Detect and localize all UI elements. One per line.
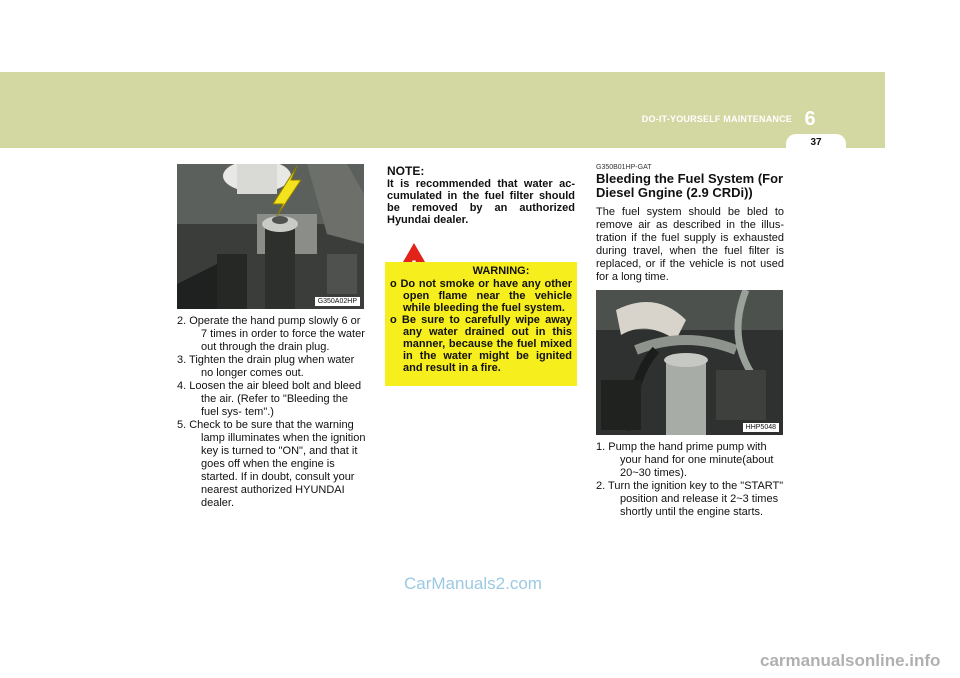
hand-pump-photo: [596, 290, 783, 435]
step-label: 4. Loosen the air bleed bolt and bleed: [177, 380, 362, 392]
left-steps-list: [177, 315, 367, 510]
list-item: [177, 419, 367, 510]
page-number: 37: [810, 137, 822, 148]
note-title: NOTE:: [387, 164, 425, 178]
hand-pump-illustration: [596, 290, 783, 435]
step-cont: your hand for one minute(about 20~30 times).: [620, 454, 774, 479]
list-item: [177, 354, 367, 380]
warning-title: WARNING:: [472, 265, 530, 277]
photo-code: G350A02HP: [315, 297, 360, 306]
section-title: Bleeding the Fuel System (For Diesel Gngine (2.9 CRDi)): [596, 171, 784, 200]
section-body: The fuel system should be bled to remove air as described in the illus- tration if the fuel supply is exhausted during travel, when the fuel filter is replaced, or if the vehicle is not used for a long time.: [596, 206, 784, 283]
fuel-filter-illustration: [177, 164, 364, 309]
step-label: 1. Pump the hand prime pump with: [596, 441, 767, 453]
section-code: G350B01HP-GAT: [596, 164, 652, 171]
list-item: [596, 441, 786, 480]
watermark-footer: carmanualsonline.info: [760, 651, 941, 670]
list-item: o Do not smoke or have any other open flame near the vehicle while bleeding the fuel system.: [390, 278, 572, 314]
list-item: [177, 380, 367, 419]
step-cont: no longer comes out.: [201, 367, 304, 379]
step-label: 2. Operate the hand pump slowly 6 or: [177, 315, 361, 327]
watermark-link[interactable]: CarManuals2.com: [404, 574, 542, 593]
list-item: [596, 480, 786, 519]
step-cont: the air. (Refer to "Bleeding the fuel sys- tem".): [201, 393, 348, 418]
list-item: [177, 315, 367, 354]
step-cont: position and release it 2~3 times shortly until the engine starts.: [620, 493, 779, 518]
step-label: 5. Check to be sure that the warning: [177, 419, 354, 431]
list-item: o Be sure to carefully wipe away any water drained out in this manner, because the fuel mixed in the water might be ignited and result in a fire.: [390, 314, 572, 374]
step-cont: 7 times in order to force the water out through the drain plug.: [201, 328, 365, 353]
photo-code: HHP5048: [743, 423, 779, 432]
warning-box: [385, 262, 577, 386]
note-text: It is recommended that water ac- cumulated in the fuel filter should be removed by an authorized Hyundai dealer.: [387, 178, 575, 226]
note-block: [387, 165, 575, 226]
step-label: 2. Turn the ignition key to the "START": [596, 480, 784, 492]
header-band: [0, 72, 885, 148]
step-label: 3. Tighten the drain plug when water: [177, 354, 355, 366]
right-steps-list: [596, 441, 786, 519]
chapter-number: 6: [804, 108, 816, 130]
chapter-title: DO-IT-YOURSELF MAINTENANCE: [641, 114, 792, 124]
step-cont: lamp illuminates when the ignition key is turned to "ON", and that it goes off when the engine is started. If in doubt, consult your nearest authorized HYUNDAI dealer.: [201, 432, 366, 509]
warning-items: [390, 278, 572, 374]
fuel-filter-photo: [177, 164, 364, 309]
